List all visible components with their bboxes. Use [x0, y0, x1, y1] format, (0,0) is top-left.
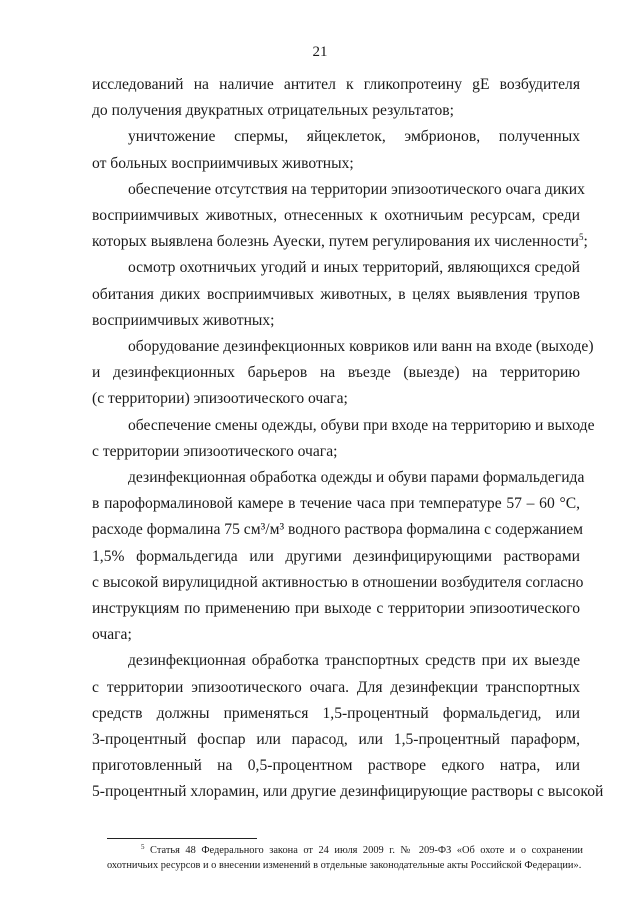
text-line: с территории эпизоотического очага;	[92, 442, 338, 460]
text-line: дезинфекционная обработка одежды и обуви парами формальдегида	[128, 469, 585, 487]
text-line: 3-процентный фоспар или парасод, или 1,5-процентный параформ,	[92, 731, 580, 749]
text-line: от больных восприимчивых животных;	[92, 154, 354, 172]
text-line: исследований на наличие антител к гликопротеину gE возбудителя	[92, 76, 580, 93]
text-line: обеспечение смены одежды, обуви при входе на территорию и выходе	[128, 416, 595, 434]
text-line: обеспечение отсутствия на территории эпизоотического очага диких	[128, 180, 585, 198]
text-line: 1,5% формальдегида или другими дезинфицирующими растворами	[92, 547, 580, 565]
text-line: с высокой вирулицидной активностью в отношении возбудителя согласно	[92, 573, 584, 591]
text-fragment: ;	[583, 233, 588, 251]
text-line: расходе формалина 75 см³/м³ водного раствора формалина с содержанием	[92, 521, 584, 539]
text-line: очага;	[92, 626, 132, 644]
text-line: и дезинфекционных барьеров на въезде (выезде) на территорию	[92, 364, 580, 382]
text-line: с территории эпизоотического очага. Для дезинфекции транспортных	[92, 678, 580, 696]
document-body	[92, 72, 604, 806]
paragraph-vehicle-disinfection	[92, 648, 604, 805]
paragraph-hunting-grounds	[92, 255, 580, 334]
footnote	[107, 844, 583, 873]
paragraph-clothing-disinfection	[92, 465, 585, 648]
text-line: (с территории) эпизоотического очага;	[92, 390, 348, 408]
footnote-line: охотничьих ресурсов и о внесении изменений в отдельные законодательные акты Российской Федерации».	[107, 859, 582, 871]
text-line: средств должны применяться 1,5-процентный формальдегид, или	[92, 704, 580, 722]
paragraph-wild-animals	[92, 177, 588, 256]
paragraph-sperm-destruction	[92, 124, 580, 176]
text-line: обитания диких восприимчивых животных, в целях выявления трупов	[92, 285, 580, 303]
text-fragment: Статья 48 Федерального закона от 24 июля 2009 г. № 209-ФЗ «Об охоте и о сохранении	[150, 845, 583, 856]
text-line: осмотр охотничьих угодий и иных территорий, являющихся средой	[128, 259, 580, 277]
text-line: до получения двукратных отрицательных результатов;	[92, 102, 454, 120]
text-line: уничтожение спермы, яйцеклеток, эмбрионов, полученных	[128, 128, 580, 146]
footnote-reference: 5	[578, 232, 584, 243]
text-line: 5-процентный хлорамин, или другие дезинфицирующие растворы с высокой	[92, 783, 604, 801]
text-line: в пароформалиновой камере в течение часа при температуре 57 – 60 °С,	[92, 495, 580, 513]
text-line: приготовленный на 0,5-процентном растворе едкого натра, или	[92, 757, 580, 775]
paragraph-antibody-testing	[92, 72, 580, 124]
text-line: восприимчивых животных;	[92, 311, 275, 329]
footnote-marker: 5	[141, 843, 145, 851]
paragraph-clothing-change	[92, 413, 595, 465]
paragraph-disinfection-mats	[92, 334, 594, 413]
text-line: восприимчивых животных, отнесенных к охотничьим ресурсам, среди	[92, 207, 580, 225]
footnote-separator	[107, 838, 257, 839]
footnote-line	[107, 844, 583, 859]
text-line: инструкциям по применению при выходе с территории эпизоотического	[92, 600, 580, 618]
text-line	[92, 229, 588, 255]
text-line: дезинфекционная обработка транспортных средств при их выезде	[128, 652, 580, 670]
text-line: оборудование дезинфекционных ковриков или ванн на входе (выходе)	[128, 338, 594, 356]
text-fragment: которых выявлена болезнь Ауески, путем регулирования их численности	[92, 233, 579, 251]
page-number: 21	[312, 44, 328, 60]
